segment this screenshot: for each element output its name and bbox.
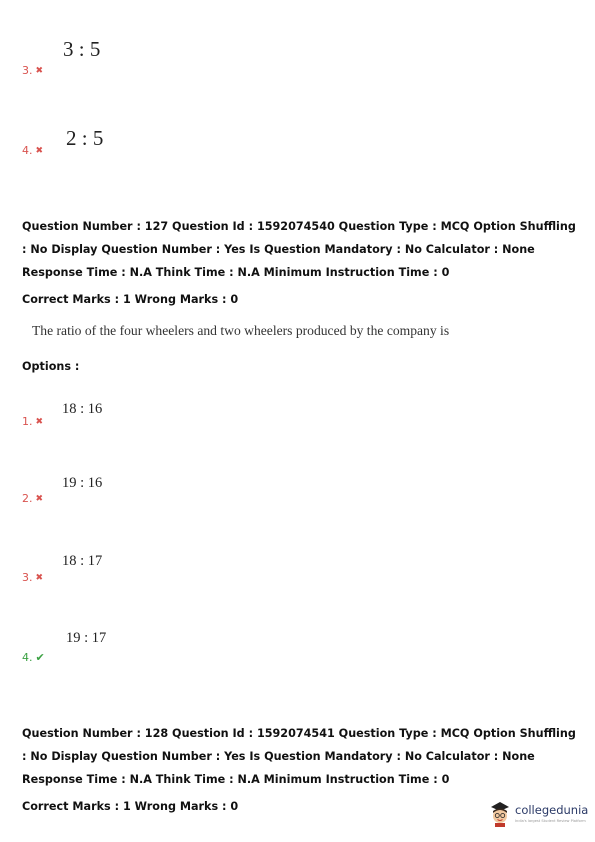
check-icon: ✔: [35, 651, 45, 664]
wrong-icon: ✖: [35, 573, 44, 583]
q127-option-3-number: 3.: [22, 571, 33, 584]
prev-option-4-marker: [22, 144, 43, 157]
q127-option-4-value: 19 : 17: [66, 630, 107, 646]
prev-option-3-value: 3 : 5: [63, 37, 101, 61]
q127-option-1-value: 18 : 16: [62, 401, 103, 417]
q127-option-1-marker: [22, 415, 43, 428]
logo-tagline: India's largest Student Review Platform: [515, 819, 586, 823]
q127-options-label: Options :: [22, 360, 80, 373]
q127-marks: Correct Marks : 1 Wrong Marks : 0: [22, 293, 239, 306]
q128-marks: Correct Marks : 1 Wrong Marks : 0: [22, 800, 239, 813]
wrong-icon: ✖: [35, 146, 44, 156]
q127-option-3-value: 18 : 17: [62, 553, 103, 569]
q127-option-4-number: 4.: [22, 651, 33, 664]
wrong-icon: ✖: [35, 417, 44, 427]
q128-info: Question Number : 128 Question Id : 1592074541 Question Type : MCQ Option Shuffling : No Display Question Number : Yes Is Question Mandatory : No Calculator : None Response Time : N.A Think Time : N.A Minimum Instruction Time : 0: [22, 727, 576, 786]
q127-option-4-marker: [22, 651, 45, 664]
collegedunia-logo: [488, 798, 588, 832]
mascot-icon: [488, 798, 512, 828]
q127-option-1-number: 1.: [22, 415, 33, 428]
q127-info: Question Number : 127 Question Id : 1592074540 Question Type : MCQ Option Shuffling : No Display Question Number : Yes Is Question Mandatory : No Calculator : None Response Time : N.A Think Time : N.A Minimum Instruction Time : 0: [22, 220, 576, 279]
q127-option-2-marker: [22, 492, 43, 505]
prev-option-3-number: 3.: [22, 64, 33, 77]
prev-option-3-marker: [22, 64, 43, 77]
prev-option-4-value: 2 : 5: [66, 126, 104, 150]
q127-option-2-value: 19 : 16: [62, 475, 103, 491]
q127-question-text: The ratio of the four wheelers and two wheelers produced by the company is: [32, 323, 450, 338]
wrong-icon: ✖: [35, 494, 44, 504]
prev-option-4-number: 4.: [22, 144, 33, 157]
wrong-icon: ✖: [35, 66, 44, 76]
q127-option-2-number: 2.: [22, 492, 33, 505]
q127-option-3-marker: [22, 571, 43, 584]
logo-name: collegedunia: [515, 803, 589, 817]
